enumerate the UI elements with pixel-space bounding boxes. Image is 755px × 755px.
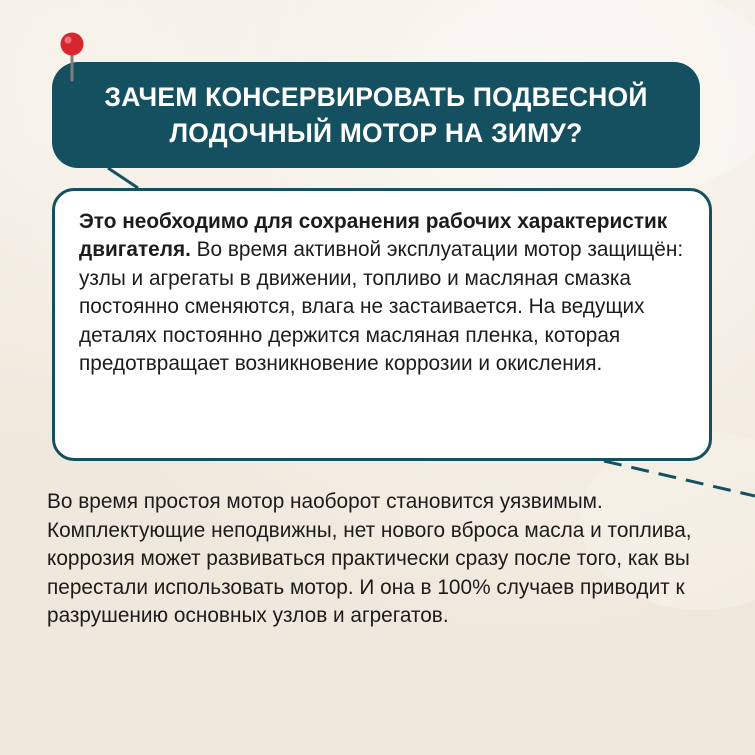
page-title: ЗАЧЕМ КОНСЕРВИРОВАТЬ ПОДВЕСНОЙ ЛОДОЧНЫЙ МОТОР НА ЗИМУ?: [104, 82, 648, 148]
body-paragraph: Во время простоя мотор наоборот становится уязвимым. Комплектующие неподвижны, нет нового вброса масла и топлива, коррозия может развиваться практически сразу после того, как вы перестали использовать мотор. И она в 100% случаев приводит к разрушению основных узлов и агрегатов.: [47, 490, 692, 628]
card-body-text: Во время активной эксплуатации мотор защищён: узлы и агрегаты в движении, топливо и масляная смазка постоянно сменяются, влага не застаивается. На ведущих деталях постоянно держится масляная пленка, которая предотвращает возникновение коррозии и окисления.: [79, 238, 684, 376]
title-banner: [52, 62, 700, 168]
card-bold-lead: Это необходимо для сохранения рабочих характеристик двигателя.: [79, 210, 668, 262]
info-card: [52, 188, 712, 461]
card-paragraph: [79, 208, 687, 378]
